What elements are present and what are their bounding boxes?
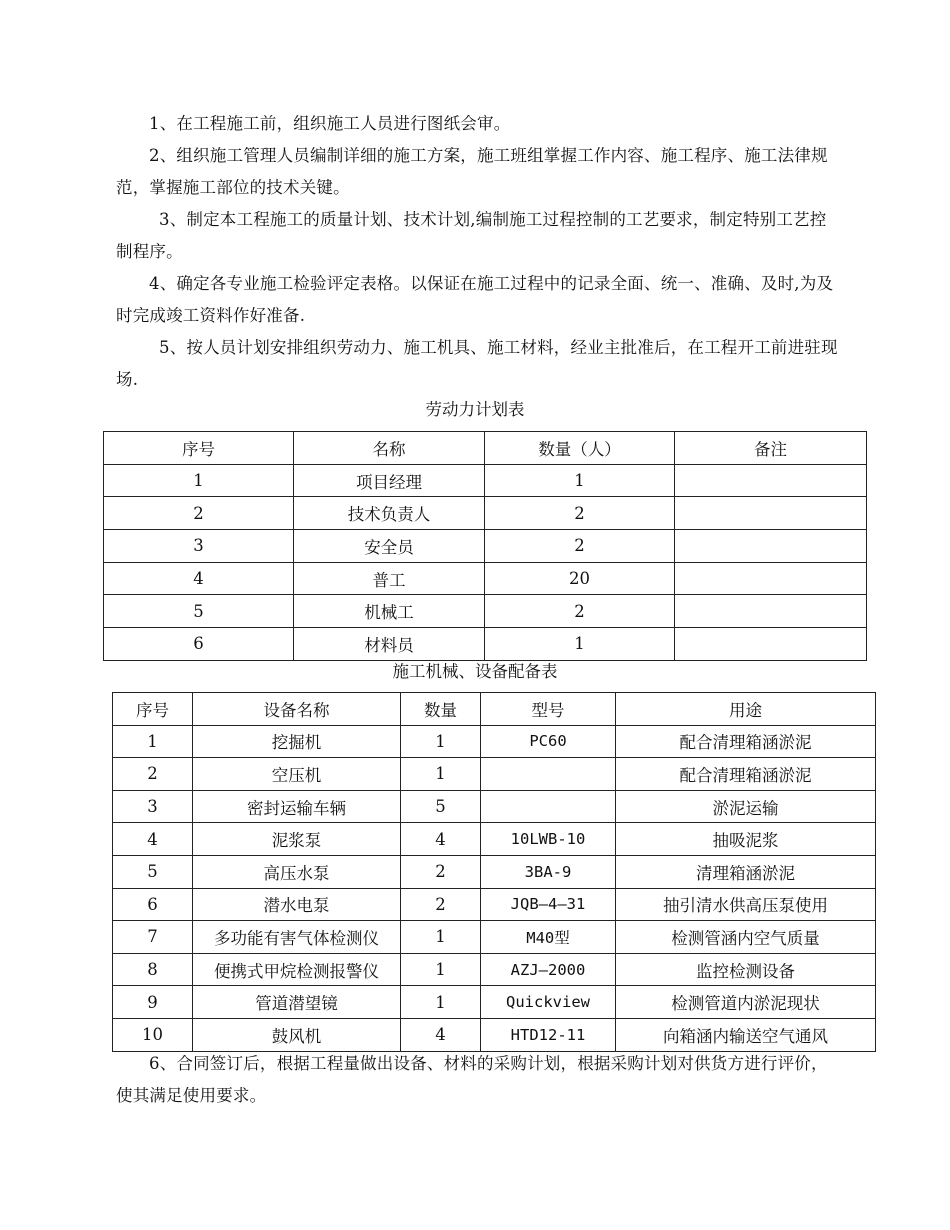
table-cell	[675, 595, 867, 628]
table-cell: JQB—4—31	[481, 888, 616, 921]
table-row	[104, 628, 867, 661]
table-cell: 4	[113, 823, 193, 856]
table-cell: 2	[401, 855, 481, 888]
table-cell: 抽吸泥浆	[616, 823, 876, 856]
table-cell: 2	[485, 595, 675, 628]
table-row	[113, 725, 876, 758]
paragraph-4: 4、确定各专业施工检验评定表格。以保证在施工过程中的记录全面、统一、准确、及时,为及时完成竣工资料作好准备.	[116, 274, 834, 325]
paragraph-1: 1、在工程施工前，组织施工人员进行图纸会审。	[149, 114, 511, 133]
paragraph-3: 3、制定本工程施工的质量计划、技术计划,编制施工过程控制的工艺要求，制定特别工艺控制程序。	[116, 210, 827, 261]
table-cell: 4	[401, 823, 481, 856]
table-cell: 抽引清水供高压泵使用	[616, 888, 876, 921]
paragraph-2: 2、组织施工管理人员编制详细的施工方案，施工班组掌握工作内容、施工程序、施工法律规范，掌握施工部位的技术关键。	[116, 146, 828, 197]
equipment-table	[112, 692, 876, 1052]
table-cell: M40型	[481, 921, 616, 954]
table-cell: 2	[104, 497, 294, 530]
table-cell: 1	[401, 758, 481, 791]
header-cell: 型号	[481, 693, 616, 726]
header-cell: 用途	[616, 693, 876, 726]
header-cell: 设备名称	[193, 693, 401, 726]
table-cell	[481, 758, 616, 791]
table-cell	[675, 562, 867, 595]
table-cell: 鼓风机	[193, 1018, 401, 1051]
table-cell: 20	[485, 562, 675, 595]
table-cell: 1	[401, 921, 481, 954]
labor-table-title: 劳动力计划表	[425, 400, 525, 419]
table-cell: 10LWB-10	[481, 823, 616, 856]
table-cell: 4	[401, 1018, 481, 1051]
table-row	[104, 530, 867, 563]
table-cell: 1	[401, 986, 481, 1019]
table-header-row	[104, 432, 867, 465]
table-header-row	[113, 693, 876, 726]
table-cell: 1	[401, 953, 481, 986]
table-row	[113, 921, 876, 954]
paragraph-6: 6、合同签订后，根据工程量做出设备、材料的采购计划，根据采购计划对供货方进行评价，使其满足使用要求。	[116, 1054, 828, 1105]
table-row	[104, 497, 867, 530]
table-cell: 3BA-9	[481, 855, 616, 888]
table-cell: 6	[113, 888, 193, 921]
table-cell: 配合清理箱涵淤泥	[616, 725, 876, 758]
table-row	[113, 986, 876, 1019]
table-row	[113, 790, 876, 823]
table-cell: AZJ—2000	[481, 953, 616, 986]
table-row	[113, 953, 876, 986]
table-cell: 多功能有害气体检测仪	[193, 921, 401, 954]
table-cell: 空压机	[193, 758, 401, 791]
table-cell: 5	[401, 790, 481, 823]
table-cell: 1	[104, 464, 294, 497]
header-cell: 名称	[294, 432, 485, 465]
header-cell: 数量	[401, 693, 481, 726]
table-cell: 1	[485, 464, 675, 497]
table-cell: 8	[113, 953, 193, 986]
table-cell: 技术负责人	[294, 497, 485, 530]
table-cell: 潜水电泵	[193, 888, 401, 921]
table-row	[113, 1018, 876, 1051]
table-cell: 监控检测设备	[616, 953, 876, 986]
table-cell: 挖掘机	[193, 725, 401, 758]
header-cell: 序号	[104, 432, 294, 465]
table-cell: Quickview	[481, 986, 616, 1019]
table-cell	[675, 464, 867, 497]
table-cell	[675, 530, 867, 563]
table-row	[113, 888, 876, 921]
table-row	[104, 562, 867, 595]
table-cell: 5	[104, 595, 294, 628]
labor-plan-table	[103, 431, 867, 661]
table-cell: 便携式甲烷检测报警仪	[193, 953, 401, 986]
table-cell: 1	[401, 725, 481, 758]
table-cell: 2	[401, 888, 481, 921]
table-cell: 9	[113, 986, 193, 1019]
table-row	[113, 855, 876, 888]
table-cell: 7	[113, 921, 193, 954]
table-cell: 安全员	[294, 530, 485, 563]
table-cell: 高压水泵	[193, 855, 401, 888]
header-cell: 序号	[113, 693, 193, 726]
table-cell: 5	[113, 855, 193, 888]
table-row	[104, 595, 867, 628]
table-cell: 2	[485, 497, 675, 530]
table-cell: 管道潜望镜	[193, 986, 401, 1019]
equipment-table-title: 施工机械、设备配备表	[392, 662, 558, 681]
table-row	[113, 823, 876, 856]
table-cell: 1	[113, 725, 193, 758]
table-cell: 淤泥运输	[616, 790, 876, 823]
paragraph-5: 5、按人员计划安排组织劳动力、施工机具、施工材料，经业主批准后，在工程开工前进驻现场.	[116, 338, 838, 389]
table-cell: 清理箱涵淤泥	[616, 855, 876, 888]
table-cell: HTD12-11	[481, 1018, 616, 1051]
table-cell: 检测管道内淤泥现状	[616, 986, 876, 1019]
table-cell: 10	[113, 1018, 193, 1051]
table-cell: 3	[104, 530, 294, 563]
table-cell: 向箱涵内输送空气通风	[616, 1018, 876, 1051]
header-cell: 备注	[675, 432, 867, 465]
table-cell	[675, 497, 867, 530]
header-cell: 数量（人）	[485, 432, 675, 465]
table-cell: 4	[104, 562, 294, 595]
table-cell: 检测管涵内空气质量	[616, 921, 876, 954]
table-cell	[675, 628, 867, 661]
table-cell: 2	[485, 530, 675, 563]
table-cell: 配合清理箱涵淤泥	[616, 758, 876, 791]
table-row	[104, 464, 867, 497]
table-cell: 泥浆泵	[193, 823, 401, 856]
table-cell: PC60	[481, 725, 616, 758]
table-cell: 3	[113, 790, 193, 823]
table-cell: 密封运输车辆	[193, 790, 401, 823]
table-cell: 普工	[294, 562, 485, 595]
table-cell: 机械工	[294, 595, 485, 628]
table-cell: 材料员	[294, 628, 485, 661]
table-cell: 1	[485, 628, 675, 661]
table-cell: 项目经理	[294, 464, 485, 497]
table-row	[113, 758, 876, 791]
table-cell: 6	[104, 628, 294, 661]
table-cell	[481, 790, 616, 823]
table-cell: 2	[113, 758, 193, 791]
